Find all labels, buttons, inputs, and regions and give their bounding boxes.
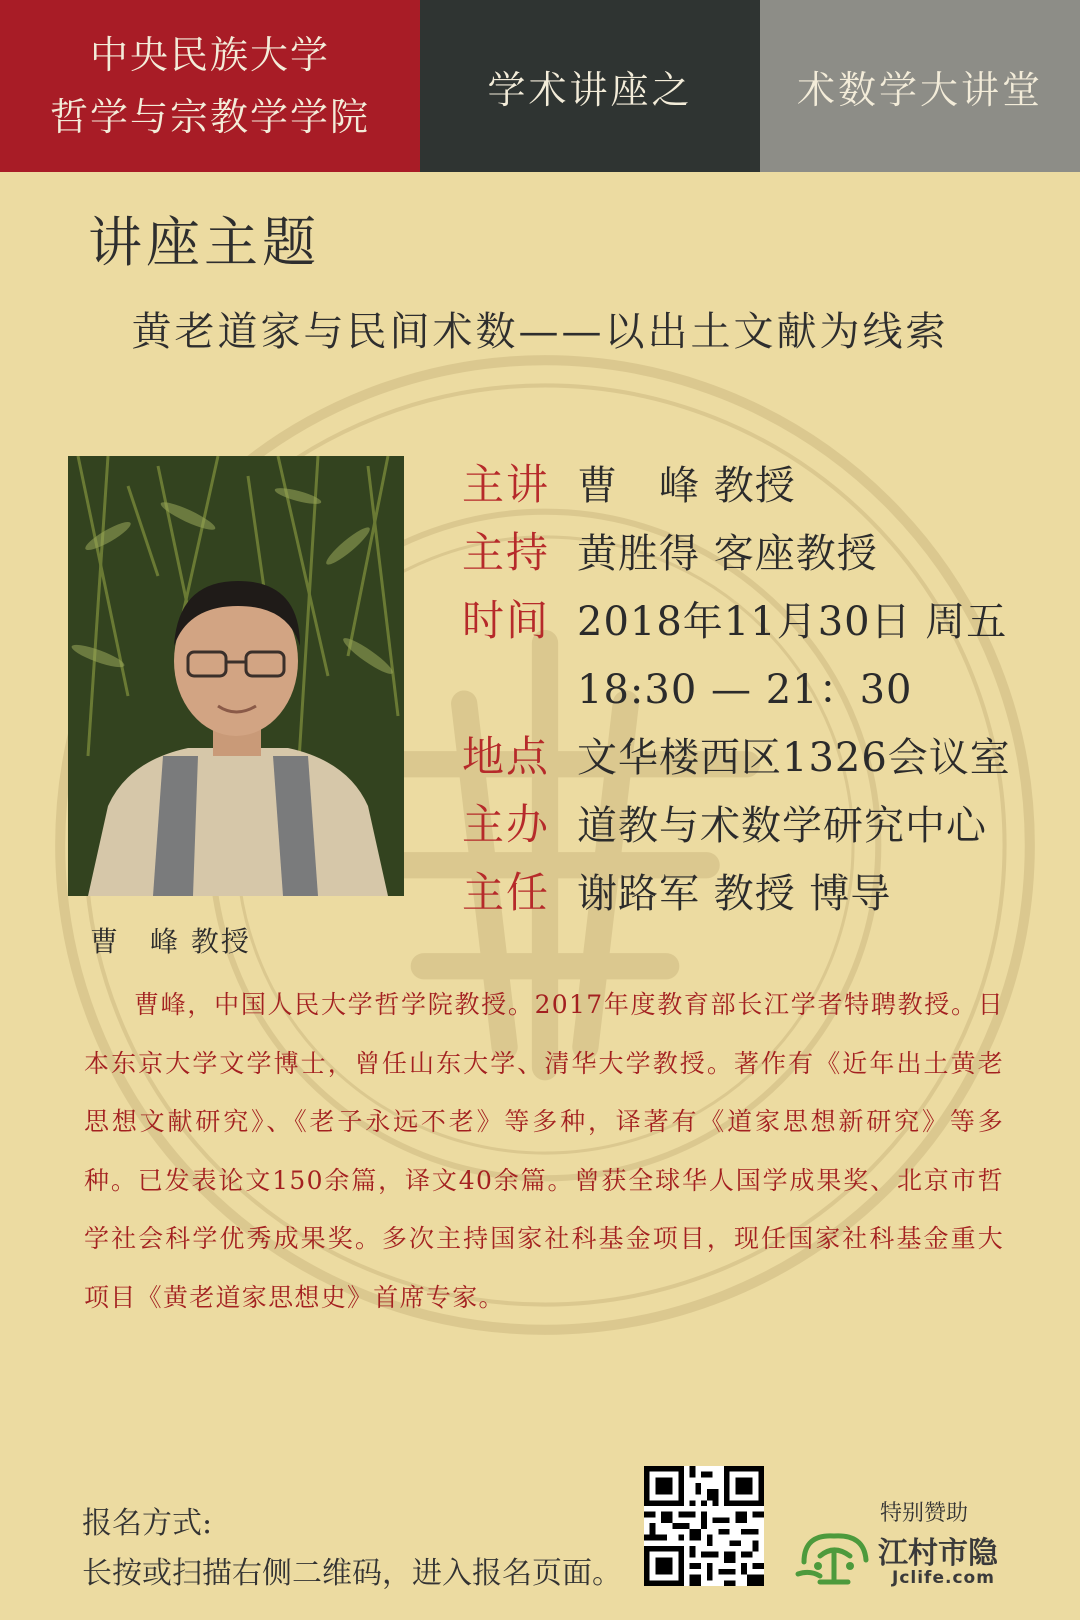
info-row-director: [462, 856, 1011, 924]
college-name: 哲学与宗教学学院: [49, 95, 370, 139]
info-row-host: [462, 516, 1011, 584]
topic-heading: 讲座主题: [88, 211, 320, 274]
header-program-band: [760, 0, 1080, 172]
speaker-bio: 曹峰，中国人民大学哲学院教授。2017年度教育部长江学者特聘教授。日本东京大学文学博士，曾任山东大学、清华大学教授。著作有《近年出土黄老思想文献研究》、《老子永远不老》等多种，译著有《道家思想新研究》等多种。已发表论文150余篇，译文40余篇。曾获全球华人国学成果奖、北京市哲学社会科学优秀成果奖。多次主持国家社科基金项目，现任国家社科基金重大项目《黄老道家思想史》首席专家。: [84, 990, 1004, 1312]
school-name: 中央民族大学: [89, 33, 330, 77]
lecture-title: 黄老道家与民间术数——以出土文献为线索: [131, 309, 949, 355]
info-value: 黄胜得 客座教授: [577, 530, 878, 577]
info-label: 主讲: [462, 460, 551, 509]
speaker-photo: [68, 456, 404, 896]
info-row-speaker: [462, 448, 1011, 516]
info-label: 时间: [462, 596, 551, 645]
event-info: [462, 448, 1011, 924]
info-row-time: [462, 652, 1011, 720]
info-label: 主持: [462, 528, 551, 577]
info-value: 文华楼西区1326会议室: [577, 734, 1011, 781]
info-label: 地点: [462, 732, 551, 781]
info-row-venue: [462, 720, 1011, 788]
info-label: 主办: [462, 800, 551, 849]
sponsor-url: Jclife.com: [892, 1568, 995, 1588]
header-school-band: [0, 0, 420, 172]
header-series-band: [420, 0, 760, 172]
signup-instructions: 长按或扫描右侧二维码，进入报名页面。: [82, 1556, 622, 1591]
sponsor-name: 江村市隐: [878, 1536, 998, 1571]
qr-code-icon[interactable]: [644, 1466, 764, 1586]
info-value: 道教与术数学研究中心: [577, 802, 987, 849]
series-label: 学术讲座之: [487, 67, 693, 112]
signup-label: 报名方式:: [82, 1506, 213, 1541]
info-value: 曹 峰 教授: [577, 462, 796, 509]
info-value: 谢路军 教授 博导: [577, 870, 892, 917]
info-value: 2018年11月30日 周五: [577, 598, 1008, 645]
info-label: 主任: [462, 868, 551, 917]
sponsor-label: 特别赞助: [880, 1501, 969, 1526]
info-value: 18:30 — 21：30: [577, 666, 913, 713]
info-row-date: [462, 584, 1011, 652]
program-label: 术数学大讲堂: [796, 67, 1043, 112]
info-row-organizer: [462, 788, 1011, 856]
photo-caption: 曹 峰 教授: [90, 925, 251, 958]
